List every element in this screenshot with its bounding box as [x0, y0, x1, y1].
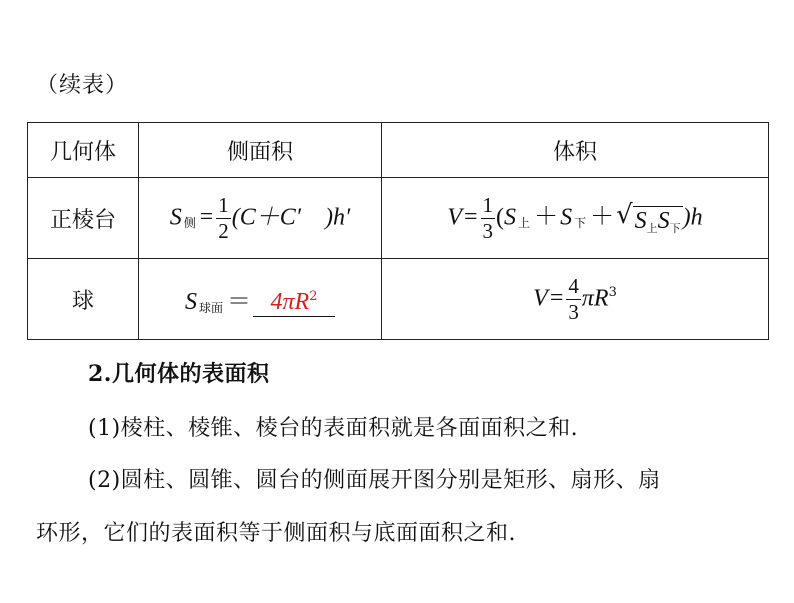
fraction: $\frac{1}{2}$ [218, 192, 229, 243]
paragraph: 环形，它们的表面积等于侧面积与底面面积之和. [36, 521, 516, 546]
solid-name: 球 [28, 259, 139, 340]
sphere-volume-formula: V= $\frac{4}{3}$ $\pi R^3$ [382, 259, 769, 340]
header-lateral-area: 侧面积 [139, 123, 382, 178]
header-solid: 几何体 [28, 123, 139, 178]
sphere-surface-formula: S 球面 ＝ $4\pi R^2$ [139, 259, 382, 340]
square-root: √ S上S下 [616, 199, 681, 235]
frustum-lateral-formula: S 侧 = $\frac{1}{2}$ (C＋C′ )h′ [139, 178, 382, 259]
section-title: 2.几何体的表面积 [88, 361, 270, 387]
answer-blank: $4\pi R^2$ [253, 289, 335, 317]
fraction: $\frac{1}{3}$ [482, 192, 494, 243]
table-row [28, 178, 769, 259]
fraction: $\frac{4}{3}$ [568, 273, 579, 324]
paragraph: (1)棱柱、棱锥、棱台的表面积就是各面面积之和. [88, 416, 579, 441]
continued-label: （续表） [36, 73, 129, 98]
solid-name: 正棱台 [28, 178, 139, 259]
header-volume: 体积 [382, 123, 769, 178]
formula-table [27, 122, 769, 340]
answer-text: 4πR [270, 289, 310, 315]
radical-sign-icon: √ [616, 199, 633, 230]
paragraph: (2)圆柱、圆锥、圆台的侧面展开图分别是矩形、扇形、扇 [88, 468, 661, 493]
frustum-volume-formula: V= $\frac{1}{3}$ (S 上 ＋S 下 ＋ √ S上S下 )h [382, 178, 769, 259]
table-header-row [28, 123, 769, 178]
table-row [28, 259, 769, 340]
